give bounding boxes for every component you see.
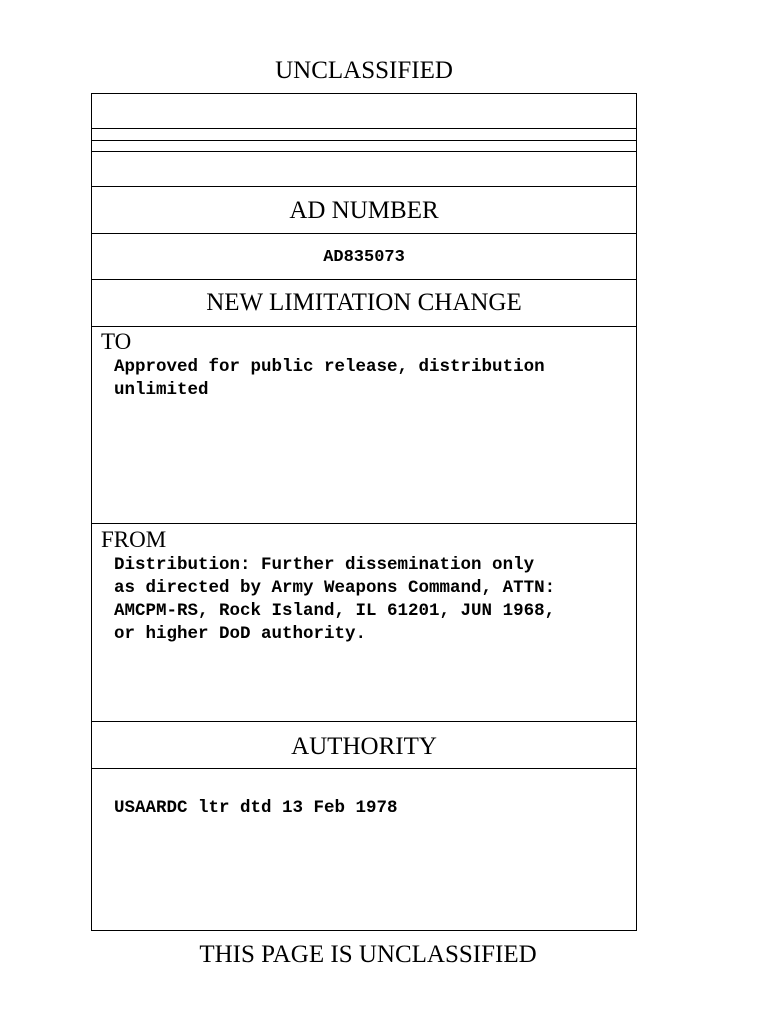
limitation-change-label: NEW LIMITATION CHANGE [206, 289, 522, 316]
divider [92, 721, 636, 722]
from-text: Distribution: Further dissemination only as directed by Army Weapons Command, ATTN: AMCPM-RS, Rock Island, IL 61201, JUN 1968, or higher DoD authority. [114, 555, 556, 644]
from-label: FROM [101, 527, 167, 552]
limitation-change-form [91, 93, 637, 931]
authority-label: AUTHORITY [291, 733, 437, 760]
divider [92, 768, 636, 769]
authority-text: USAARDC ltr dtd 13 Feb 1978 [114, 798, 398, 818]
divider [92, 186, 636, 187]
divider [92, 326, 636, 327]
ad-number-value: AD835073 [323, 248, 405, 267]
divider [92, 128, 636, 129]
divider [92, 279, 636, 280]
divider [92, 523, 636, 524]
ad-number-label: AD NUMBER [289, 197, 439, 224]
divider [92, 233, 636, 234]
divider [92, 140, 636, 141]
to-text: Approved for public release, distribution unlimited [114, 357, 545, 400]
top-classification-heading: UNCLASSIFIED [275, 57, 453, 84]
divider [92, 151, 636, 152]
bottom-classification-heading: THIS PAGE IS UNCLASSIFIED [199, 941, 537, 968]
to-label: TO [101, 329, 132, 354]
